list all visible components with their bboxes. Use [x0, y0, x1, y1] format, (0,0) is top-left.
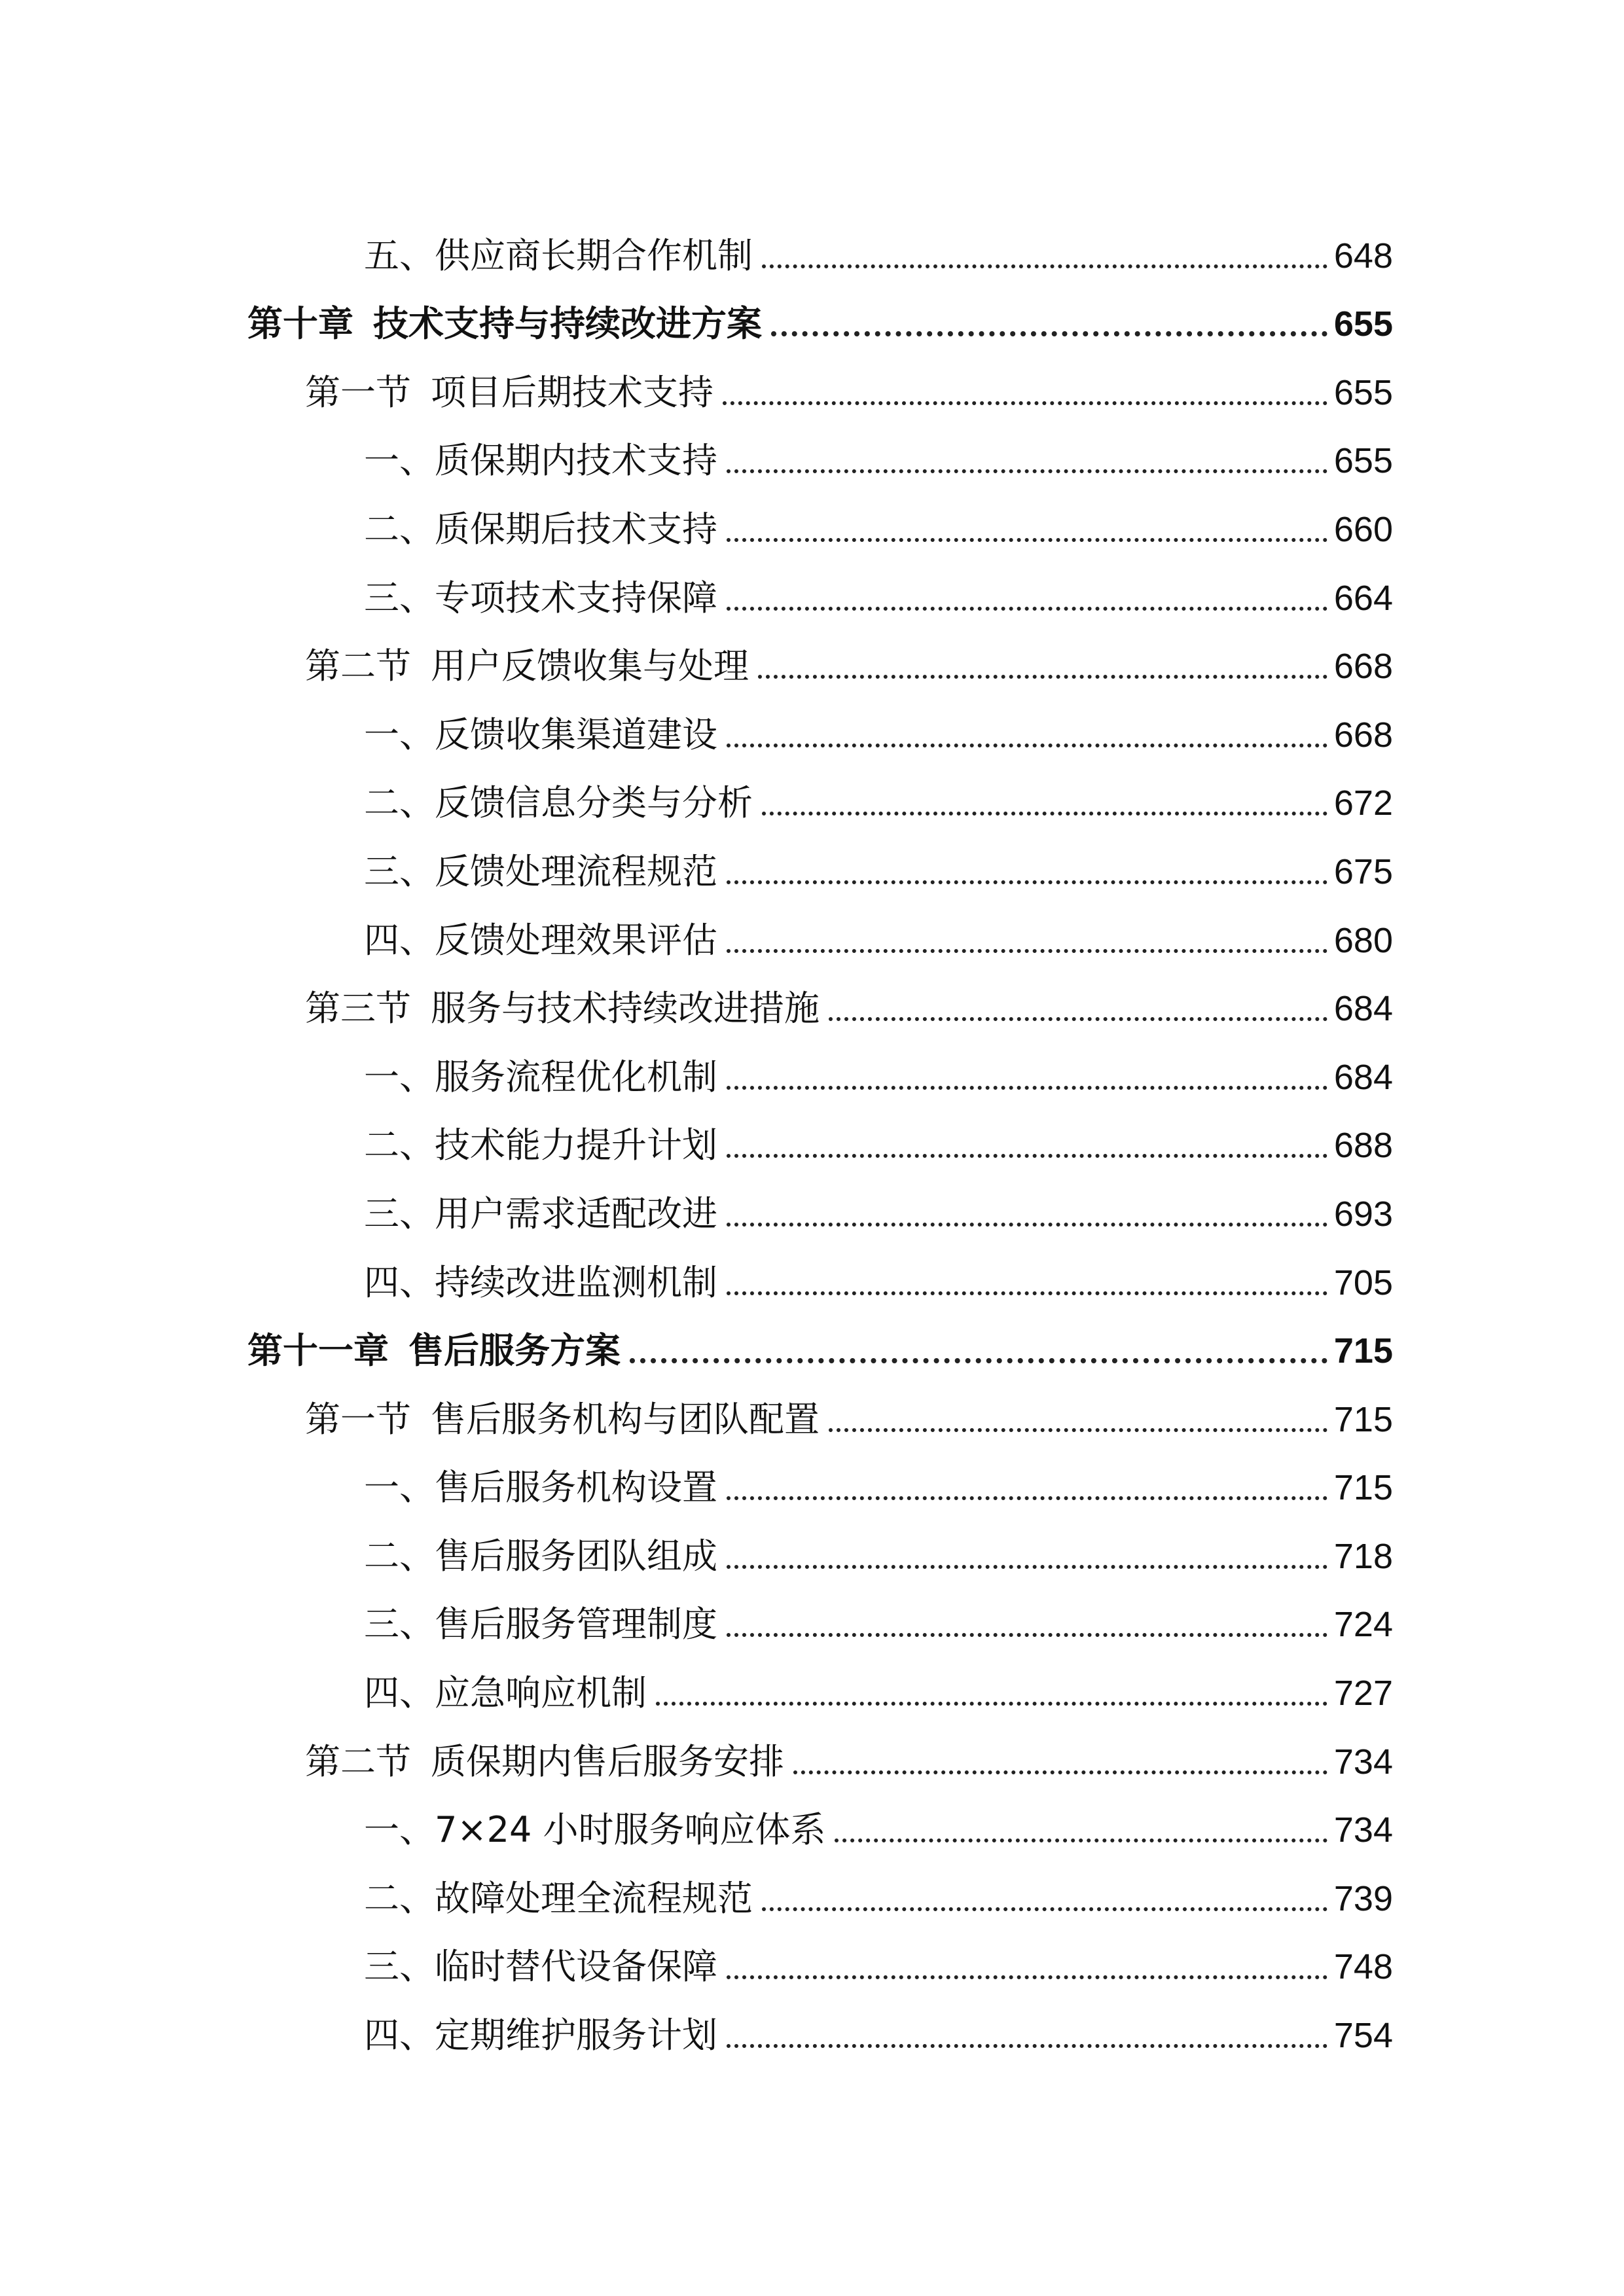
toc-entry-prefix: 第二节	[305, 1740, 411, 1782]
toc-entry-page-number: 715	[1333, 1331, 1393, 1371]
toc-entry-page-number: 672	[1333, 783, 1393, 823]
dot-leader	[727, 1975, 1327, 1979]
toc-entry-section[interactable]	[247, 1711, 1393, 1780]
toc-entry-text: 技术支持与持续改进方案	[373, 303, 762, 345]
dot-leader	[727, 1633, 1327, 1637]
toc-entry-prefix: 第十一章	[247, 1330, 389, 1372]
toc-entry-title	[364, 1809, 826, 1851]
table-of-contents	[247, 205, 1393, 2056]
toc-entry-page-number: 664	[1333, 578, 1393, 618]
toc-entry-text: 四、定期维护服务计划	[364, 2015, 717, 2056]
dot-leader	[835, 1839, 1327, 1842]
toc-entry-text: 二、技术能力提升计划	[364, 1124, 717, 1166]
toc-entry-page-number: 734	[1333, 1742, 1393, 1782]
toc-entry-page-number: 680	[1333, 920, 1393, 960]
toc-entry-page-number: 754	[1333, 2016, 1393, 2056]
toc-entry-text: 一、售后服务机构设置	[364, 1467, 717, 1509]
toc-entry-title	[364, 713, 717, 755]
toc-entry-text: 三、用户需求适配改进	[364, 1193, 717, 1234]
toc-entry-prefix: 第三节	[305, 988, 411, 1030]
toc-entry-text: 一、反馈收集渠道建设	[364, 713, 717, 755]
toc-entry-section[interactable]	[247, 1369, 1393, 1440]
dot-leader	[727, 1496, 1327, 1500]
toc-entry-text: 二、故障处理全流程规范	[364, 1877, 753, 1919]
toc-entry-title	[247, 303, 762, 345]
dot-leader	[727, 1565, 1327, 1569]
toc-entry-item[interactable]	[247, 1574, 1393, 1643]
toc-entry-text: 售后服务机构与团队配置	[431, 1398, 820, 1440]
dot-leader	[727, 744, 1327, 747]
toc-entry-item[interactable]	[247, 1026, 1393, 1098]
toc-entry-page-number: 655	[1333, 372, 1393, 412]
toc-entry-section[interactable]	[247, 616, 1393, 685]
toc-entry-item[interactable]	[247, 889, 1393, 961]
toc-entry-text: 项目后期技术支持	[431, 371, 713, 413]
toc-entry-item[interactable]	[247, 205, 1393, 274]
toc-entry-text: 三、专项技术支持保障	[364, 577, 717, 619]
dot-leader	[656, 1702, 1327, 1706]
toc-entry-title	[305, 645, 749, 687]
toc-entry-title	[364, 1877, 753, 1919]
dot-leader	[762, 812, 1327, 816]
dot-leader	[727, 949, 1327, 953]
dot-leader	[727, 538, 1327, 542]
toc-entry-text: 二、售后服务团队组成	[364, 1535, 717, 1577]
dot-leader	[762, 1907, 1327, 1911]
toc-entry-text: 二、反馈信息分类与分析	[364, 782, 753, 824]
toc-entry-item[interactable]	[247, 1984, 1393, 2056]
toc-entry-section[interactable]	[247, 342, 1393, 413]
toc-entry-item[interactable]	[247, 753, 1393, 824]
toc-entry-title	[364, 2015, 717, 2056]
toc-entry-item[interactable]	[247, 410, 1393, 482]
toc-entry-title	[364, 1467, 717, 1509]
toc-entry-chapter[interactable]	[247, 1300, 1393, 1372]
toc-entry-title	[247, 1330, 621, 1372]
toc-entry-item[interactable]	[247, 547, 1393, 619]
toc-entry-title	[364, 1672, 647, 1714]
toc-entry-page-number: 724	[1333, 1605, 1393, 1645]
toc-entry-item[interactable]	[247, 1437, 1393, 1509]
dot-leader	[758, 675, 1327, 679]
toc-entry-prefix: 第一节	[305, 371, 411, 413]
toc-entry-title	[364, 440, 717, 482]
toc-entry-page-number: 715	[1333, 1468, 1393, 1508]
dot-leader	[829, 1017, 1327, 1021]
toc-entry-item[interactable]	[247, 478, 1393, 550]
toc-entry-text: 四、应急响应机制	[364, 1672, 647, 1714]
toc-entry-page-number: 688	[1333, 1126, 1393, 1166]
toc-entry-page-number: 655	[1333, 441, 1393, 481]
toc-entry-page-number: 739	[1333, 1878, 1393, 1918]
toc-entry-text: 一、服务流程优化机制	[364, 1056, 717, 1098]
toc-entry-page-number: 734	[1333, 1810, 1393, 1850]
dot-leader	[829, 1428, 1327, 1432]
toc-entry-page-number: 675	[1333, 852, 1393, 891]
toc-entry-item[interactable]	[247, 1505, 1393, 1577]
toc-entry-title	[364, 919, 717, 961]
dot-leader	[727, 2044, 1327, 2048]
dot-leader	[727, 1154, 1327, 1158]
toc-entry-prefix: 第十章	[247, 303, 353, 345]
toc-entry-title	[364, 508, 717, 550]
toc-entry-title	[364, 1056, 717, 1098]
toc-entry-text: 质保期内售后服务安排	[431, 1740, 784, 1782]
toc-entry-title	[364, 1535, 717, 1577]
toc-entry-text: 用户反馈收集与处理	[431, 645, 749, 687]
toc-entry-text: 售后服务方案	[408, 1330, 621, 1372]
dot-leader	[771, 331, 1327, 336]
toc-entry-title	[364, 1604, 717, 1645]
toc-entry-item[interactable]	[247, 1916, 1393, 1988]
dot-leader	[630, 1358, 1327, 1363]
toc-entry-text: 一、7×24 小时服务响应体系	[364, 1809, 826, 1851]
toc-entry-title	[305, 1740, 784, 1782]
dot-leader	[727, 880, 1327, 884]
toc-entry-page-number: 684	[1333, 989, 1393, 1029]
toc-entry-item[interactable]	[247, 1848, 1393, 1919]
toc-entry-item[interactable]	[247, 1163, 1393, 1232]
toc-entry-text: 一、质保期内技术支持	[364, 440, 717, 482]
dot-leader	[727, 1291, 1327, 1295]
dot-leader	[723, 401, 1327, 405]
dot-leader	[762, 264, 1327, 268]
toc-entry-chapter[interactable]	[247, 274, 1393, 345]
toc-entry-page-number: 668	[1333, 715, 1393, 755]
toc-entry-item[interactable]	[247, 1642, 1393, 1714]
toc-entry-title	[305, 371, 713, 413]
toc-entry-item[interactable]	[247, 1780, 1393, 1851]
toc-entry-item[interactable]	[247, 821, 1393, 892]
toc-entry-title	[364, 1124, 717, 1166]
dot-leader	[727, 1223, 1327, 1227]
toc-entry-text: 三、售后服务管理制度	[364, 1604, 717, 1645]
toc-entry-title	[364, 1261, 717, 1303]
toc-entry-title	[364, 782, 753, 824]
toc-entry-page-number: 748	[1333, 1947, 1393, 1987]
toc-entry-page-number: 715	[1333, 1399, 1393, 1439]
dot-leader	[727, 607, 1327, 611]
toc-entry-section[interactable]	[247, 958, 1393, 1030]
toc-entry-text: 三、反馈处理流程规范	[364, 850, 717, 892]
dot-leader	[727, 469, 1327, 473]
toc-entry-text: 二、质保期后技术支持	[364, 508, 717, 550]
toc-entry-page-number: 655	[1333, 304, 1393, 344]
toc-entry-title	[305, 988, 820, 1030]
toc-entry-text: 四、持续改进监测机制	[364, 1261, 717, 1303]
toc-entry-page-number: 718	[1333, 1536, 1393, 1576]
toc-entry-item[interactable]	[247, 1095, 1393, 1164]
dot-leader	[727, 1086, 1327, 1090]
toc-entry-prefix: 第二节	[305, 645, 411, 687]
toc-entry-page-number: 668	[1333, 647, 1393, 687]
dot-leader	[793, 1770, 1327, 1774]
toc-entry-title	[305, 1398, 820, 1440]
toc-entry-title	[364, 1946, 717, 1988]
toc-entry-title	[364, 850, 717, 892]
toc-entry-text: 服务与技术持续改进措施	[431, 988, 820, 1030]
toc-entry-title	[364, 577, 717, 619]
toc-entry-page-number: 705	[1333, 1263, 1393, 1302]
toc-entry-page-number: 648	[1333, 236, 1393, 276]
toc-entry-prefix: 第一节	[305, 1398, 411, 1440]
toc-entry-title	[364, 1193, 717, 1234]
toc-entry-page-number: 727	[1333, 1674, 1393, 1713]
toc-entry-page-number: 660	[1333, 509, 1393, 549]
toc-entry-title	[364, 234, 753, 276]
toc-entry-text: 三、临时替代设备保障	[364, 1946, 717, 1988]
toc-entry-text: 五、供应商长期合作机制	[364, 234, 753, 276]
toc-entry-page-number: 693	[1333, 1194, 1393, 1234]
toc-entry-item[interactable]	[247, 1232, 1393, 1303]
toc-entry-page-number: 684	[1333, 1057, 1393, 1097]
toc-entry-text: 四、反馈处理效果评估	[364, 919, 717, 961]
toc-entry-item[interactable]	[247, 684, 1393, 753]
